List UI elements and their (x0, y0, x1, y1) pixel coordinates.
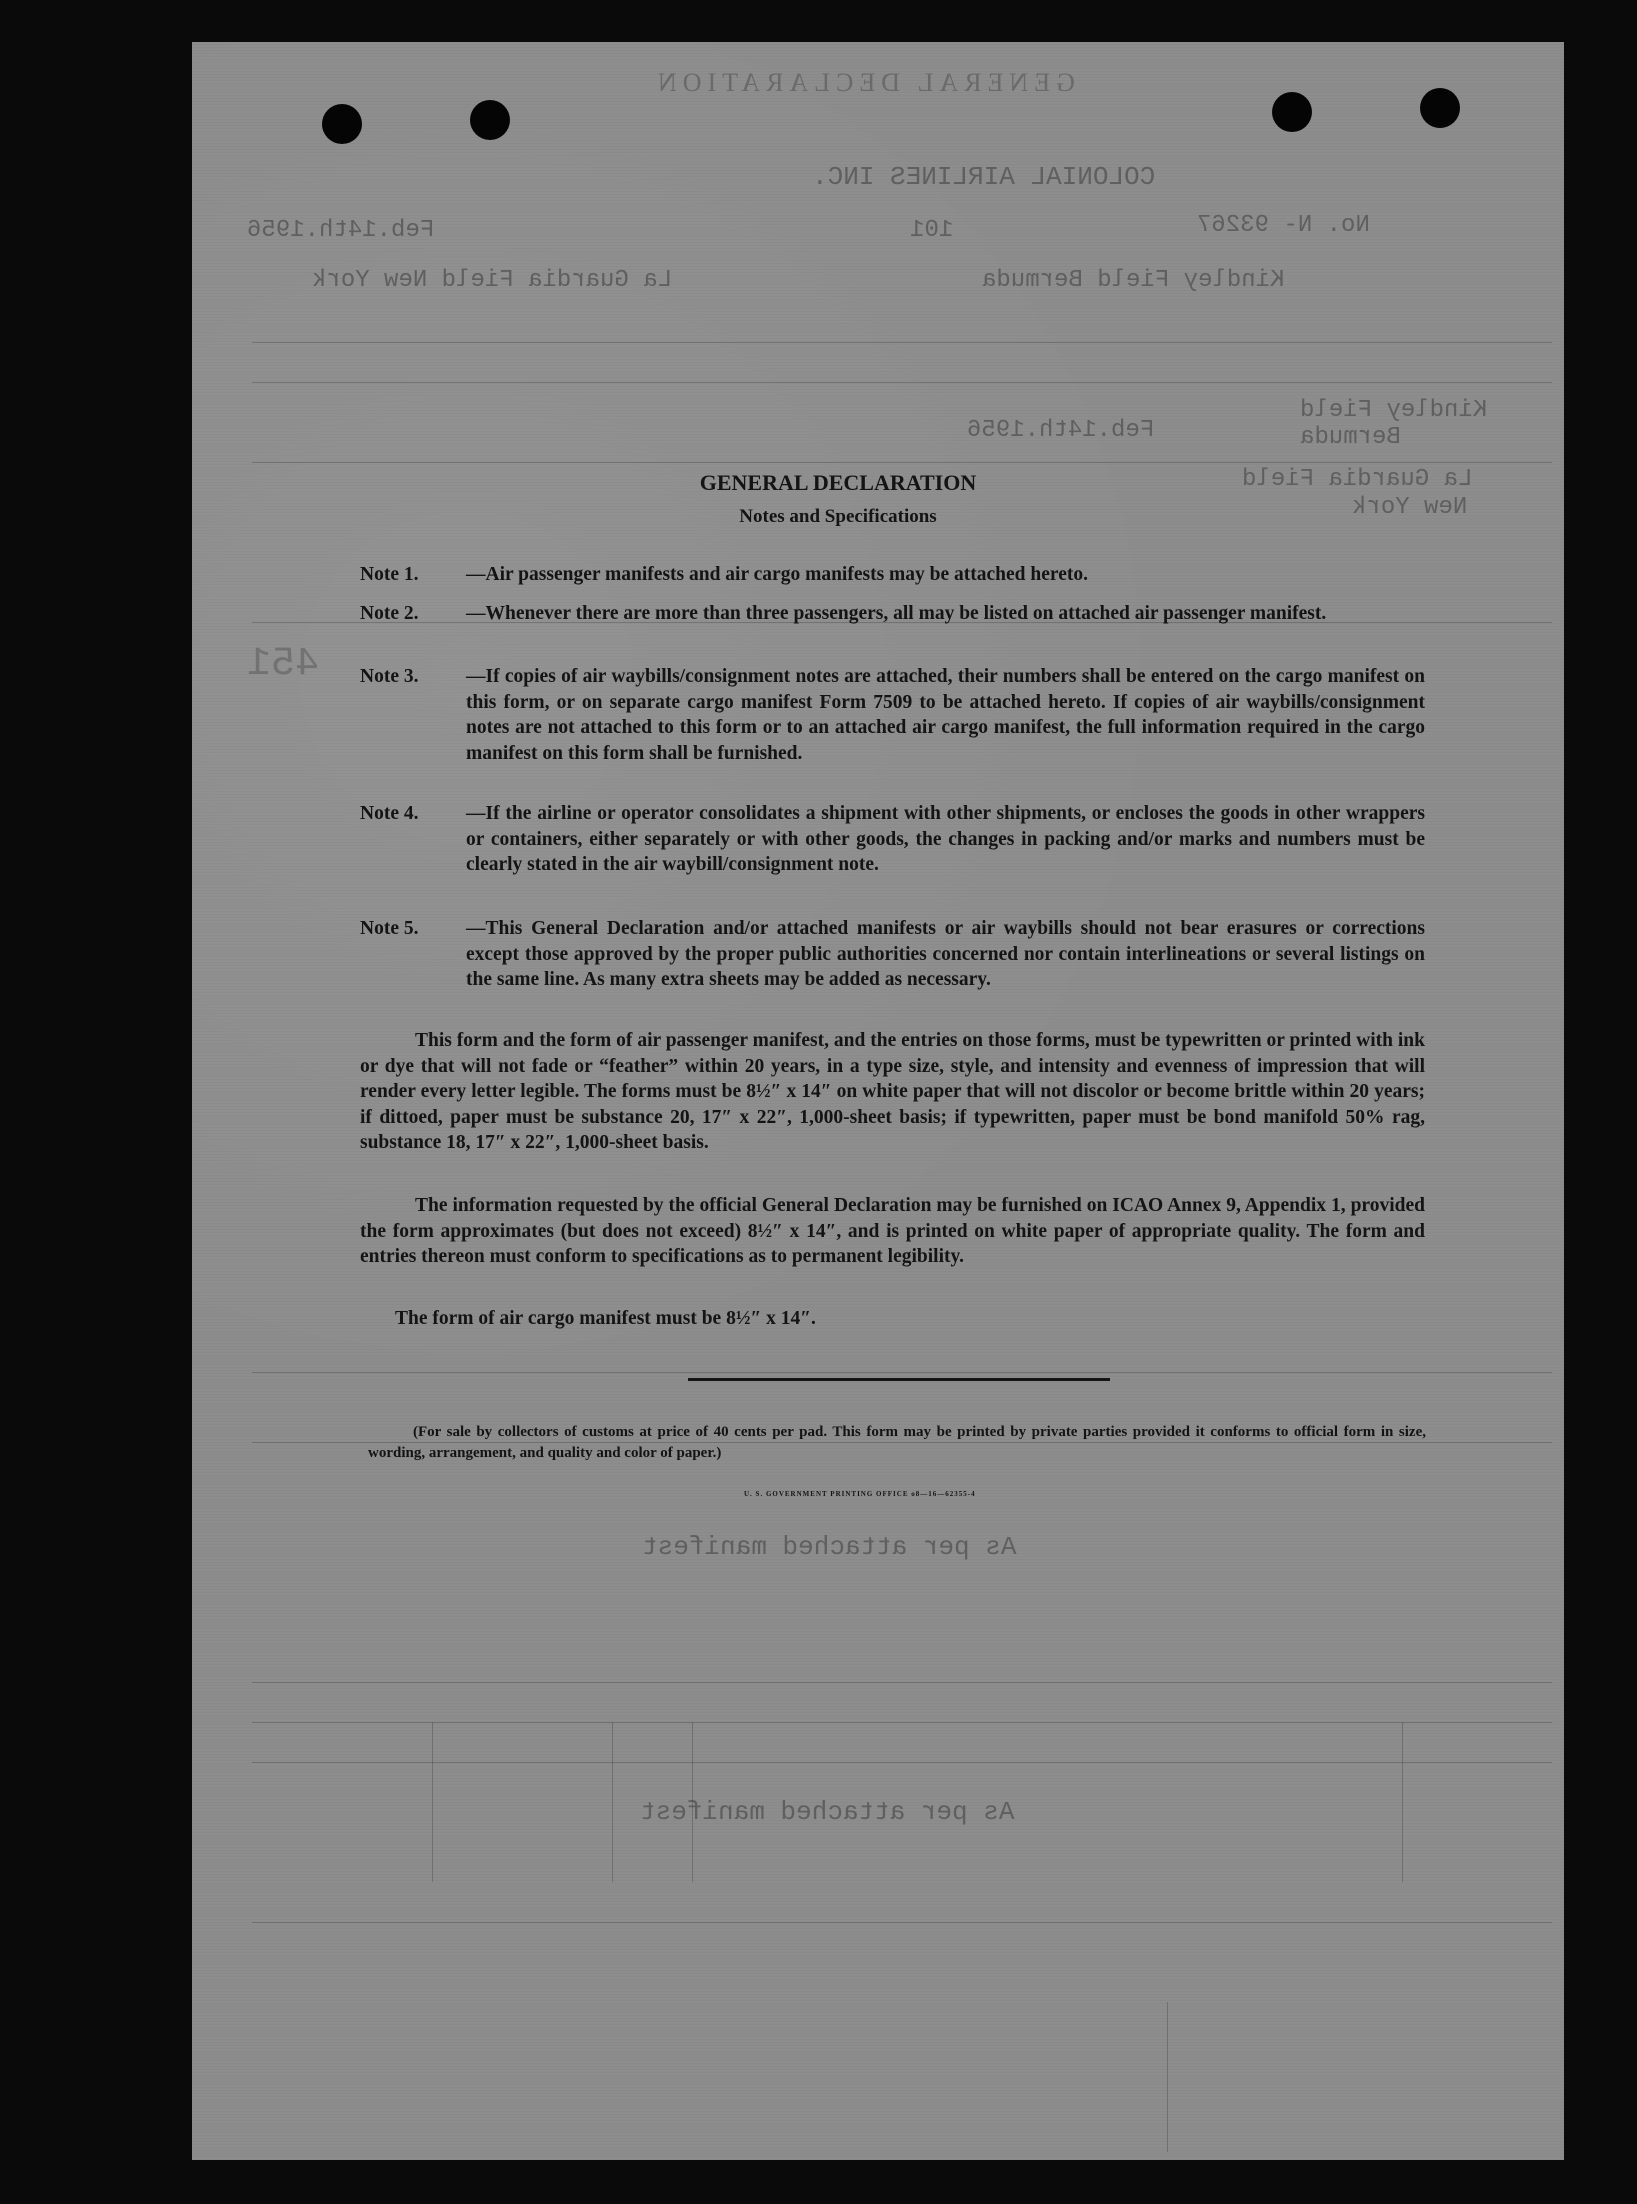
bleed-rule (252, 1372, 1552, 1373)
divider-rule (688, 1378, 1110, 1381)
notes-title: GENERAL DECLARATION (699, 470, 977, 495)
note-number: Note 2. (360, 603, 419, 624)
bleed-rule (692, 1722, 693, 1882)
printing-office-imprint: U. S. GOVERNMENT PRINTING OFFICE o8—16—62355-4 (744, 1490, 976, 1498)
bleed-rule (252, 462, 1552, 463)
bleed-route-from-1: Kindley Field (1300, 397, 1488, 424)
note-2 (360, 601, 1425, 627)
note-text: —Whenever there are more than three passengers, all may be listed on attached air passenger manifest. (466, 603, 1327, 624)
bleed-operator: COLONIAL AIRLINES INC. (812, 162, 1156, 192)
notes-subtitle: Notes and Specifications (739, 506, 937, 527)
bleed-rule (1167, 2002, 1168, 2152)
bleed-flight: 101 (910, 217, 954, 244)
bleed-route-date: Feb.14th.1956 (967, 417, 1155, 444)
bleed-route-from-2: Bermuda (1300, 424, 1401, 451)
bleed-rule (252, 342, 1552, 343)
paragraph-form-requirements: This form and the form of air passenger manifest, and the entries on those forms, must be typewritten or printed with ink or dye that will not fade or “feather” within 20 years, in a type size, style, and intensity and evenness of impression that will render every letter legible. The forms must be 8½″ x 14″ on white paper that will not discolor or become brittle within 20 years; if dittoed, paper must be substance 20, 17″ x 22″, 1,000-sheet basis; if typewritten, paper must be bond manifold 50% rag, substance 18, 17″ x 22″, 1,000-sheet basis. (360, 1030, 1425, 1153)
bleed-route-to-1: La Guardia Field (1242, 466, 1473, 493)
punch-hole (1420, 88, 1460, 128)
bleed-rule (1402, 1722, 1403, 1882)
note-text: —Air passenger manifests and air cargo manifests may be attached hereto. (466, 564, 1088, 585)
punch-hole (470, 100, 510, 140)
bleed-stamp-number: 451 (247, 642, 320, 687)
sale-note: (For sale by collectors of customs at price of 40 cents per pad. This form may be printed by private parties provided it conforms to official form in size, wording, arrangement, and quality and color of paper.) (368, 1424, 1426, 1461)
note-number: Note 5. (360, 918, 419, 939)
bleed-registration: No. N- 93267 (1197, 212, 1370, 239)
bleed-rule (252, 382, 1552, 383)
bleed-route-to-2: New York (1352, 494, 1468, 521)
bleed-rule (252, 1682, 1552, 1683)
paragraph-icao: The information requested by the official General Declaration may be furnished on ICAO Annex 9, Appendix 1, provided the form approximates (but does not exceed) 8½″ x 14″, and is printed on white paper of appropriate quality. The form and entries thereon must conform to specifications as to permanent legibility. (360, 1195, 1425, 1267)
note-4 (360, 801, 1425, 878)
bleed-rule (432, 1722, 433, 1882)
paragraph-cargo-manifest: The form of air cargo manifest must be 8½″ x 14″. (395, 1308, 816, 1329)
bleed-passenger-ref: As per attached manifest (642, 1532, 1017, 1562)
bleed-rule (252, 1762, 1552, 1763)
bleed-rule (252, 1922, 1552, 1923)
bleed-form-title: GENERAL DECLARATION (652, 68, 1075, 97)
note-number: Note 4. (360, 803, 419, 824)
note-number: Note 1. (360, 564, 419, 585)
bleed-date: Feb.14th.1956 (247, 217, 435, 244)
note-text: —If copies of air waybills/consignment notes are attached, their numbers shall be entered on the cargo manifest on this form, or on separate cargo manifest Form 7509 to be attached hereto. If copies of air waybills/consignment notes are not attached to this form or to an attached air cargo manifest, the full information required in the cargo manifest on this form shall be furnished. (466, 666, 1425, 764)
bleed-rule (612, 1722, 613, 1882)
bleed-departure: Kindley Field Bermuda (982, 267, 1285, 294)
note-5 (360, 916, 1425, 993)
bleed-arrival: La Guardia Field New York (312, 267, 673, 294)
note-text: —If the airline or operator consolidates a shipment with other shipments, or encloses the goods in other wrappers or containers, either separately or with other goods, the changes in packing and/or marks and numbers must be clearly stated in the air waybill/consignment note. (466, 803, 1425, 875)
punch-hole (1272, 92, 1312, 132)
note-1 (360, 562, 1425, 588)
punch-hole (322, 104, 362, 144)
bleed-cargo-ref: As per attached manifest (640, 1797, 1015, 1827)
bleed-rule (252, 1722, 1552, 1723)
note-number: Note 3. (360, 666, 419, 687)
document-page (192, 42, 1564, 2160)
note-3 (360, 664, 1425, 766)
note-text: —This General Declaration and/or attached manifests or air waybills should not bear erasures or corrections except those approved by the proper public authorities concerned nor contain interlineations or several listings on the same line. As many extra sheets may be added as necessary. (466, 918, 1425, 990)
